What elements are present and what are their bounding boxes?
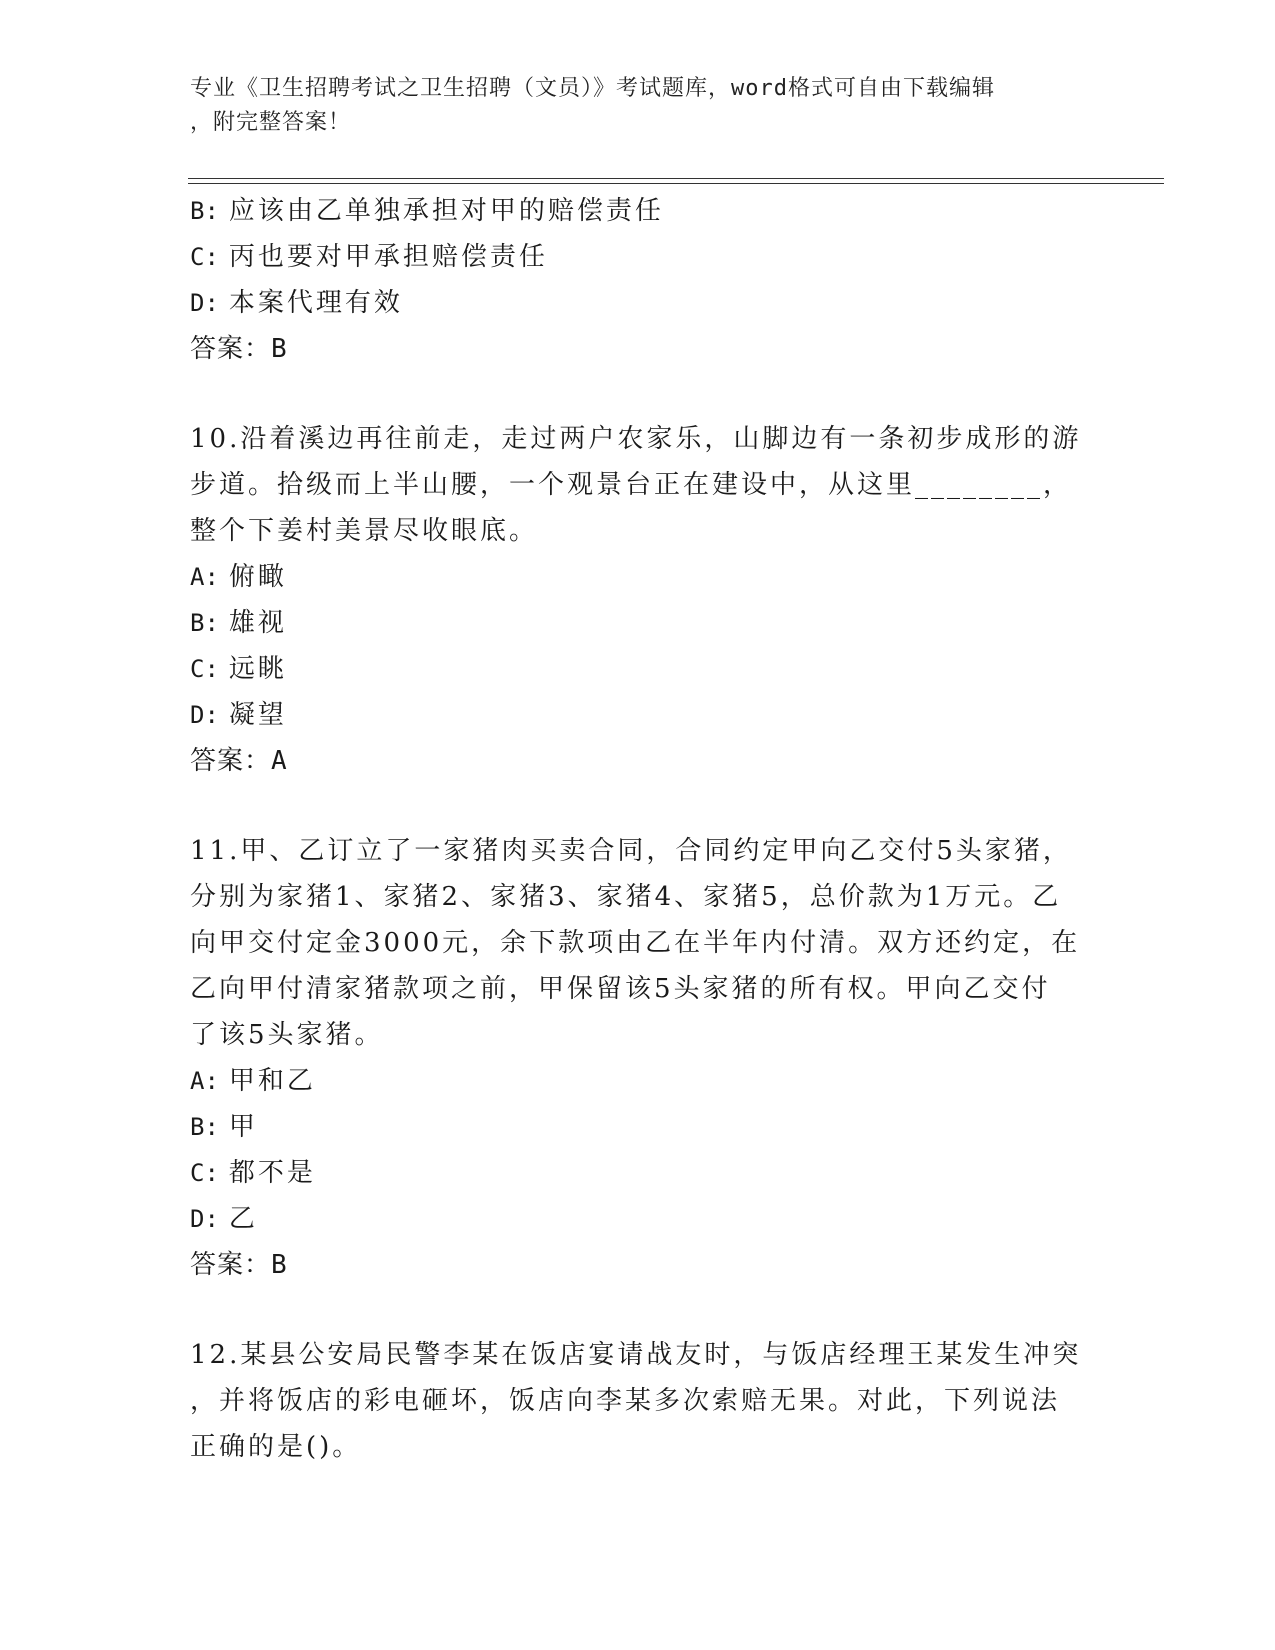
question-line: 12.某县公安局民警李某在饭店宴请战友时，与饭店经理王某发生冲突 <box>190 1340 1082 1370</box>
option-text: 雄视 <box>228 608 287 638</box>
answer <box>190 326 1090 372</box>
option-b <box>190 188 1090 234</box>
option-text: 凝望 <box>228 700 287 730</box>
question-text <box>190 1332 1090 1470</box>
header-divider-bottom <box>188 183 1164 184</box>
question-line: 了该5头家猪。 <box>190 1020 384 1050</box>
option-letter: A: <box>190 1067 219 1095</box>
document-body <box>190 188 1090 1470</box>
option-letter: C: <box>190 243 219 271</box>
option-b <box>190 1104 1090 1150</box>
answer-value: B <box>271 1250 288 1280</box>
option-d <box>190 280 1090 326</box>
option-b <box>190 600 1090 646</box>
option-text: 本案代理有效 <box>228 288 403 318</box>
question-line: 步道。拾级而上半山腰，一个观景台正在建设中，从这里________， <box>190 470 1073 500</box>
header-line-1: 专业《卫生招聘考试之卫生招聘（文员）》考试题库，word格式可自由下载编辑 <box>190 76 995 101</box>
option-letter: B: <box>190 1113 219 1141</box>
option-text: 甲 <box>228 1112 258 1142</box>
question-10 <box>190 416 1090 784</box>
answer-value: A <box>271 746 288 776</box>
answer-label: 答案： <box>190 1250 272 1280</box>
question-line: 向甲交付定金3000元，余下款项由乙在半年内付清。双方还约定，在 <box>190 928 1081 958</box>
question-line: 乙向甲付清家猪款项之前，甲保留该5头家猪的所有权。甲向乙交付 <box>190 974 1051 1004</box>
option-c <box>190 1150 1090 1196</box>
option-d <box>190 1196 1090 1242</box>
option-c <box>190 234 1090 280</box>
question-12 <box>190 1332 1090 1470</box>
question-11 <box>190 828 1090 1288</box>
question-line: 11.甲、乙订立了一家猪肉买卖合同，合同约定甲向乙交付5头家猪， <box>190 836 1072 866</box>
option-letter: B: <box>190 197 219 225</box>
question-fragment <box>190 188 1090 372</box>
option-d <box>190 692 1090 738</box>
question-line: 整个下姜村美景尽收眼底。 <box>190 516 539 546</box>
option-letter: D: <box>190 701 219 729</box>
option-text: 远眺 <box>228 654 287 684</box>
option-text: 乙 <box>228 1204 258 1234</box>
option-text: 丙也要对甲承担赔偿责任 <box>228 242 548 272</box>
question-line: ，并将饭店的彩电砸坏，饭店向李某多次索赔无果。对此，下列说法 <box>190 1386 1061 1416</box>
option-letter: B: <box>190 609 219 637</box>
option-text: 俯瞰 <box>228 562 287 592</box>
option-a <box>190 1058 1090 1104</box>
question-line: 10.沿着溪边再往前走，走过两户农家乐，山脚边有一条初步成形的游 <box>190 424 1082 454</box>
option-text: 都不是 <box>228 1158 316 1188</box>
question-text <box>190 828 1090 1058</box>
answer <box>190 1242 1090 1288</box>
answer <box>190 738 1090 784</box>
question-line: 分别为家猪1、家猪2、家猪3、家猪4、家猪5，总价款为1万元。乙 <box>190 882 1062 912</box>
option-letter: D: <box>190 1205 219 1233</box>
question-line: 正确的是()。 <box>190 1432 362 1462</box>
option-c <box>190 646 1090 692</box>
option-letter: D: <box>190 289 219 317</box>
option-letter: C: <box>190 655 219 683</box>
option-text: 甲和乙 <box>228 1066 316 1096</box>
option-letter: C: <box>190 1159 219 1187</box>
answer-value: B <box>271 334 288 364</box>
option-letter: A: <box>190 563 219 591</box>
option-a <box>190 554 1090 600</box>
question-text <box>190 416 1090 554</box>
answer-label: 答案： <box>190 746 272 776</box>
document-header <box>190 72 1090 140</box>
option-text: 应该由乙单独承担对甲的赔偿责任 <box>228 196 664 226</box>
answer-label: 答案： <box>190 334 272 364</box>
header-divider-top <box>188 178 1164 179</box>
header-line-2: ，附完整答案！ <box>190 110 352 135</box>
